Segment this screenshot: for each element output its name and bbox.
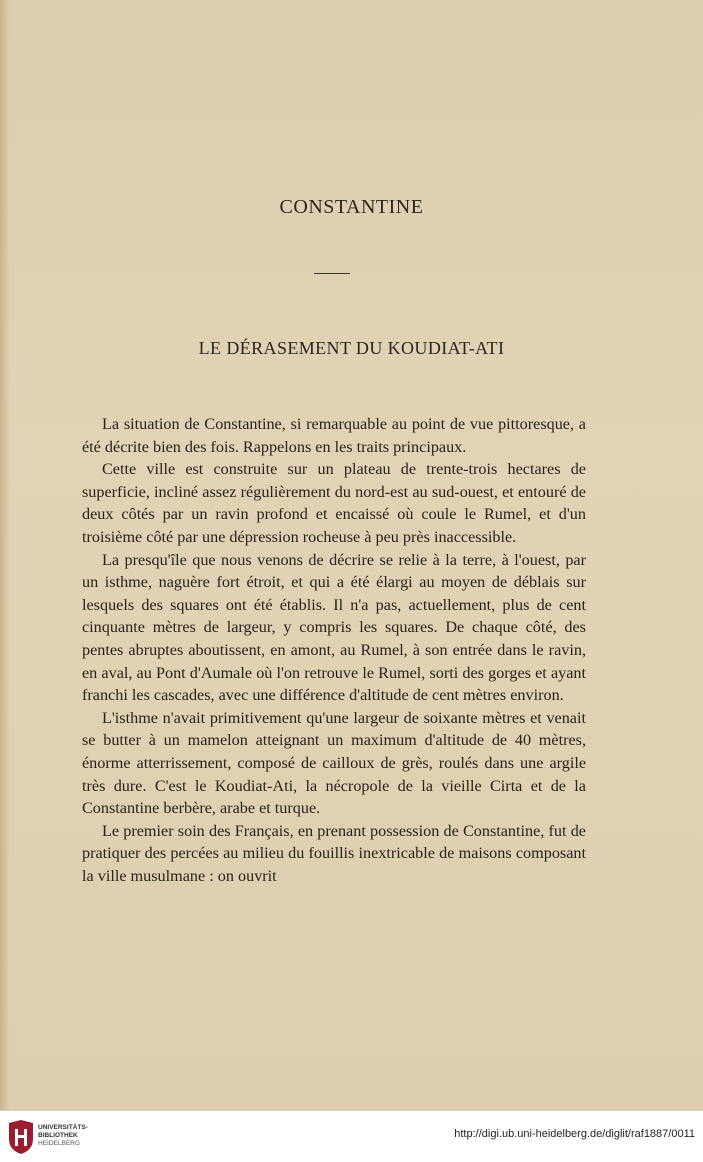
body-text [82,413,586,887]
library-name [38,1124,88,1148]
paragraph-3: La presqu'île que nous venons de décrire se relie à la terre, à l'ouest, par un isthme, naguère fort étroit, et qui a été élargi au moyen de déblais sur lesquels des squares ont été établis. Il n'a pas, actuellement, plus de cent cinquante mètres de largeur, y compris les squares. De chaque côté, des pentes abruptes aboutissent, en amont, au Rumel, à son entrée dans le ravin, en aval, au Pont d'Aumale où l'on retrouve le Rumel, sorti des gorges et ayant franchi les cascades, avec une différence d'altitude de cent mètres environ. [82,550,586,705]
viewer-footer [0,1110,703,1162]
title-divider [314,273,350,274]
paragraph-4: L'isthme n'avait primitivement qu'une largeur de soixante mètres et venait se butter à un mamelon atteignant un maximum d'altitude de 40 mètres, énorme atterrissement, composé de cailloux de grès, roulés dans une argile très dure. C'est le Koudiat-Ati, la nécropole de la vieille Cirta et de la Constantine berbère, arabe et turque. [82,708,586,818]
library-name-line-2: BIBLIOTHEK [38,1132,78,1139]
library-name-line-1: UNIVERSITÄTS- [38,1124,88,1131]
paragraph-1: La situation de Constantine, si remarquable au point de vue pittoresque, a été décrite bien des fois. Rappelons en les traits principaux. [82,415,586,456]
permalink-url[interactable]: http://digi.ub.uni-heidelberg.de/diglit/raf1887/0011 [454,1128,695,1140]
section-title: LE DÉRASEMENT DU KOUDIAT-ATI [198,338,505,358]
library-name-line-3: HEIDELBERG [38,1140,80,1147]
heidelberg-university-library-logo[interactable] [6,1119,36,1155]
paragraph-5: Le premier soin des Français, en prenant possession de Constantine, fut de pratiquer des percées au milieu du fouillis inextricable de maisons composant la ville musulmane : on ouvrit [82,821,586,885]
page-title: CONSTANTINE [279,196,424,218]
page-edge-shadow [0,0,10,1110]
paragraph-2: Cette ville est construite sur un plateau de trente-trois hectares de superficie, incliné assez régulièrement du nord-est au sud-ouest, et entouré de deux côtés par un ravin profond et encaissé où coule le Rumel, et d'un troisième côté par une dépression rocheuse à peu près inaccessible. [82,460,586,546]
